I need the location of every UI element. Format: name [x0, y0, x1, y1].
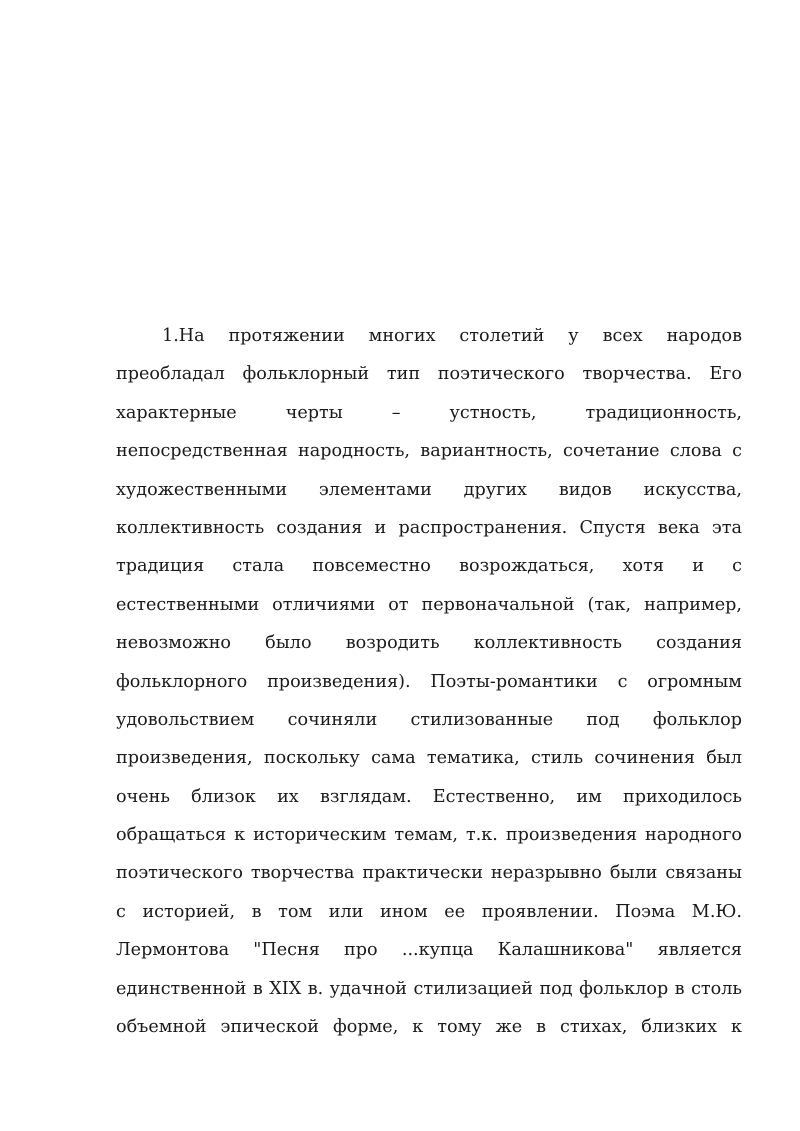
paragraph-line: с историей, в том или ином ее проявлении. Поэма М.Ю. [116, 901, 742, 922]
paragraph-line: фольклорного произведения). Поэты-романтики с огромным [116, 671, 742, 692]
paragraph-line: очень близок их взглядам. Естественно, им приходилось [116, 786, 742, 807]
paragraph-line: обращаться к историческим темам, т.к. произведения народного [116, 825, 742, 846]
paragraph-line: удовольствием сочиняли стилизованные под фольклор [116, 709, 742, 730]
paragraph-line: единственной в XIX в. удачной стилизацией под фольклор в столь [116, 978, 742, 999]
paragraph-line: объемной эпической форме, к тому же в стихах, близких к [116, 1017, 742, 1038]
paragraph-line: невозможно было возродить коллективность создания [116, 633, 742, 654]
paragraph-line: традиция стала повсеместно возрождаться, хотя и с [116, 556, 742, 577]
paragraph-line: произведения, поскольку сама тематика, стиль сочинения был [116, 748, 742, 769]
paragraph-line: коллективность создания и распространения. Спустя века эта [116, 517, 742, 538]
paragraph-line: 1.На протяжении многих столетий у всех народов [162, 326, 742, 346]
paragraph-line: характерные черты – устность, традиционность, [116, 402, 742, 423]
paragraph-line: преобладал фольклорный тип поэтического творчества. Его [116, 364, 742, 385]
paragraph-line: непосредственная народность, вариантность, сочетание слова с [116, 441, 742, 462]
paragraph-line: художественными элементами других видов искусства, [116, 479, 742, 500]
body-paragraph [116, 320, 742, 1049]
paragraph-line: Лермонтова "Песня про ...купца Калашникова" является [116, 940, 742, 961]
paragraph-line: естественными отличиями от первоначальной (так, например, [116, 594, 742, 615]
paragraph-line: поэтического творчества практически неразрывно были связаны [116, 863, 742, 884]
